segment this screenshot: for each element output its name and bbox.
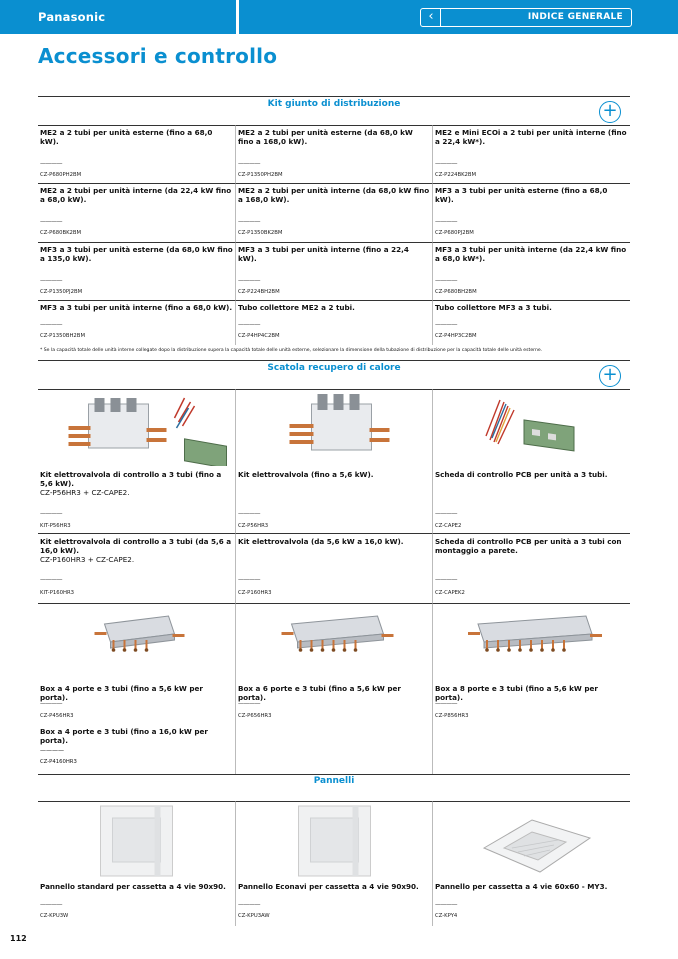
cassette-image — [433, 802, 631, 880]
product-name — [40, 128, 233, 146]
product-name — [238, 186, 430, 204]
product-code: CZ-P224BK2BM — [435, 172, 477, 178]
dash-separator: ———— — [40, 576, 62, 583]
product-code: CZ-P1350PJ2BM — [40, 289, 83, 295]
plus-circle-icon[interactable]: + — [599, 101, 621, 123]
product-name-text: MF3 a 3 tubi per unità esterne (da 68,0 kW fino a 135,0 kW). — [40, 245, 233, 263]
product-name — [40, 303, 233, 312]
product-cell — [235, 533, 432, 603]
product-cell — [432, 603, 630, 775]
product-code: CZ-P656HR3 — [238, 713, 272, 719]
dash-separator: ———— — [435, 901, 457, 908]
dash-separator: ———— — [435, 510, 457, 517]
dash-separator: ———— — [435, 321, 457, 328]
plus-circle-icon[interactable]: + — [599, 365, 621, 387]
product-cell — [432, 242, 630, 300]
index-label[interactable]: INDICE GENERALE — [527, 12, 623, 22]
product-code: CZ-P4HP3C2BM — [435, 333, 477, 339]
dash-separator: ———— — [238, 321, 260, 328]
product-cell — [235, 603, 432, 775]
product-code: KIT-P56HR3 — [40, 523, 71, 529]
kit-grid — [38, 125, 630, 345]
dash-separator: ———— — [40, 510, 62, 517]
dash-separator: ———— — [435, 576, 457, 583]
product-name-text: ME2 a 2 tubi per unità interne (da 68,0 kW fino a 168,0 kW). — [238, 186, 430, 204]
section-rule — [38, 96, 630, 97]
product-name-text: Pannello per cassetta a 4 vie 60x60 - MY3. — [435, 882, 608, 891]
dash-separator: ———— — [40, 700, 62, 707]
dash-separator: ———— — [238, 700, 260, 707]
top-bar — [0, 0, 678, 34]
product-name — [238, 470, 430, 479]
chevron-left-icon[interactable]: ‹ — [428, 9, 434, 24]
product-code: CZ-P1350BH2BM — [40, 333, 86, 339]
product-code: CZ-P680PJ2BM — [435, 230, 474, 236]
dash-separator: ———— — [435, 700, 457, 707]
product-name-text: Pannello Econavi per cassetta a 4 vie 90x90. — [238, 882, 419, 891]
box-8-image — [433, 604, 631, 680]
product-cell — [235, 125, 432, 183]
dash-separator: ———— — [40, 277, 62, 284]
dash-separator: ———— — [238, 576, 260, 583]
product-cell — [432, 125, 630, 183]
product-name — [40, 186, 233, 204]
product-name-text: Scheda di controllo PCB per unità a 3 tubi. — [435, 470, 608, 479]
product-cell — [235, 801, 432, 926]
product-cell — [38, 801, 235, 926]
dash-separator: ———— — [40, 160, 62, 167]
product-name-text: Scheda di controllo PCB per unità a 3 tubi con montaggio a parete. — [435, 537, 622, 555]
section-title-scatola: Scatola recupero di calore — [267, 363, 401, 373]
product-name-text: Kit elettrovalvola (fino a 5,6 kW). — [238, 470, 374, 479]
product-cell — [38, 183, 235, 242]
product-name-text: Box a 8 porte e 3 tubi (fino a 5,6 kW per porta). — [435, 684, 598, 702]
valve-kit-image — [38, 390, 235, 466]
product-code: CZ-P680BH2BM — [435, 289, 477, 295]
dash-separator: ———— — [40, 901, 62, 908]
product-cell — [432, 389, 630, 533]
header-divider — [236, 0, 239, 34]
product-name-text: Box a 4 porte e 3 tubi (fino a 5,6 kW per porta). — [40, 684, 203, 702]
product-name-text: MF3 a 3 tubi per unità interne (da 22,4 kW fino a 68,0 kW*). — [435, 245, 627, 263]
product-cell — [432, 300, 630, 345]
product-code: CZ-P680BK2BM — [40, 230, 82, 236]
product-code: CZ-P856HR3 — [435, 713, 469, 719]
scatola-grid — [38, 389, 630, 604]
page-number: 112 — [10, 934, 27, 943]
product-name — [238, 303, 430, 312]
product-name — [435, 470, 628, 479]
product-name: Box a 4 porte e 3 tubi (fino a 16,0 kW per porta). — [40, 727, 208, 745]
dash-separator: ———— — [40, 747, 64, 754]
section-title-pannelli: Pannelli — [313, 776, 355, 786]
product-name — [435, 882, 628, 891]
product-name-text: ME2 a 2 tubi per unità interne (da 22,4 kW fino a 68,0 kW). — [40, 186, 232, 204]
product-subtext: CZ-P56HR3 + CZ-CAPE2. — [40, 488, 130, 497]
product-name — [40, 245, 233, 263]
product-cell — [235, 389, 432, 533]
dash-separator: ———— — [435, 160, 457, 167]
product-name-text: MF3 a 3 tubi per unità interne (fino a 22,4 kW). — [238, 245, 409, 263]
product-name-text: ME2 a 2 tubi per unità esterne (fino a 68,0 kW). — [40, 128, 213, 146]
nav-separator — [440, 9, 441, 26]
box-6-image — [236, 604, 433, 680]
product-code: CZ-P56HR3 — [238, 523, 269, 529]
product-code: CZ-P160HR3 — [238, 590, 272, 596]
product-cell — [432, 533, 630, 603]
product-code: CZ-P456HR3 — [40, 713, 74, 719]
product-name — [435, 537, 628, 555]
product-cell — [235, 242, 432, 300]
product-name — [40, 537, 233, 564]
product-code: CZ-P4160HR3 — [40, 759, 77, 765]
product-name-text: Kit elettrovalvola di controllo a 3 tubi (fino a 5,6 kW). — [40, 470, 222, 488]
footnote: * Se la capacità totale delle unità interne collegate dopo la distribuzione supera la capacità totale delle unità esterne, selezionare la dimensione della tubazione di distribuzione per la capacità totale delle unità esterne. — [40, 348, 543, 353]
product-name-text: Tubo collettore MF3 a 3 tubi. — [435, 303, 552, 312]
dash-separator: ———— — [238, 510, 260, 517]
valve-image — [236, 390, 433, 466]
product-name-text: ME2 e Mini ECOi a 2 tubi per unità interne (fino a 22,4 kW*). — [435, 128, 627, 146]
product-name — [40, 684, 233, 702]
product-name — [435, 245, 628, 263]
page-title: Accessori e controllo — [38, 44, 278, 68]
product-name — [435, 186, 628, 204]
product-cell — [38, 300, 235, 345]
product-code: CZ-CAPEK2 — [435, 590, 465, 596]
pcb-image — [433, 390, 631, 466]
product-name — [238, 537, 430, 546]
product-name — [40, 470, 233, 497]
product-code: CZ-CAPE2 — [435, 523, 462, 529]
product-code: CZ-P1350PH2BM — [238, 172, 283, 178]
pannelli-grid — [38, 801, 630, 926]
product-name — [238, 684, 430, 702]
product-name-text: Box a 6 porte e 3 tubi (fino a 5,6 kW per porta). — [238, 684, 401, 702]
product-code: CZ-KPU3AW — [238, 913, 270, 919]
product-name — [238, 245, 430, 263]
dash-separator: ———— — [40, 218, 62, 225]
box-grid — [38, 603, 630, 775]
product-code: CZ-KPU3W — [40, 913, 69, 919]
product-name-text: MF3 a 3 tubi per unità interne (fino a 68,0 kW). — [40, 303, 233, 312]
product-code: CZ-P680PH2BM — [40, 172, 82, 178]
dash-separator: ———— — [238, 218, 260, 225]
product-cell — [432, 183, 630, 242]
section-rule — [38, 360, 630, 361]
brand-logo: Panasonic — [38, 10, 106, 24]
product-cell — [432, 801, 630, 926]
product-name-text: Tubo collettore ME2 a 2 tubi. — [238, 303, 355, 312]
product-cell — [38, 533, 235, 603]
product-cell — [38, 125, 235, 183]
product-name — [435, 128, 628, 146]
product-cell — [38, 242, 235, 300]
panel-image — [236, 802, 433, 880]
product-cell — [235, 300, 432, 345]
product-name — [435, 303, 628, 312]
product-name — [40, 882, 233, 891]
product-name-text: Kit elettrovalvola di controllo a 3 tubi (da 5,6 a 16,0 kW). — [40, 537, 232, 555]
product-code: CZ-P1350BK2BM — [238, 230, 283, 236]
product-name — [435, 684, 628, 702]
product-subtext: CZ-P160HR3 + CZ-CAPE2. — [40, 555, 135, 564]
product-name-text: Pannello standard per cassetta a 4 vie 90x90. — [40, 882, 226, 891]
product-code: CZ-KPY4 — [435, 913, 458, 919]
product-code: KIT-P160HR3 — [40, 590, 75, 596]
section-rule — [38, 774, 630, 775]
product-name-text: ME2 a 2 tubi per unità esterne (da 68,0 kW fino a 168,0 kW). — [238, 128, 413, 146]
dash-separator: ———— — [238, 901, 260, 908]
index-nav-button[interactable] — [420, 8, 632, 27]
product-name-text: MF3 a 3 tubi per unità esterne (fino a 68,0 kW). — [435, 186, 608, 204]
section-title-kit: Kit giunto di distribuzione — [267, 99, 401, 109]
product-cell — [235, 183, 432, 242]
product-name — [238, 128, 430, 146]
dash-separator: ———— — [435, 218, 457, 225]
product-cell — [38, 725, 235, 775]
product-name — [238, 882, 430, 891]
product-code: CZ-P224BH2BM — [238, 289, 280, 295]
box-4-image — [38, 604, 235, 680]
product-code: CZ-P4HP4C2BM — [238, 333, 280, 339]
dash-separator: ———— — [40, 321, 62, 328]
product-cell — [38, 389, 235, 533]
dash-separator: ———— — [238, 160, 260, 167]
product-name-text: Kit elettrovalvola (da 5,6 kW a 16,0 kW). — [238, 537, 404, 546]
dash-separator: ———— — [435, 277, 457, 284]
dash-separator: ———— — [238, 277, 260, 284]
panel-image — [38, 802, 235, 880]
